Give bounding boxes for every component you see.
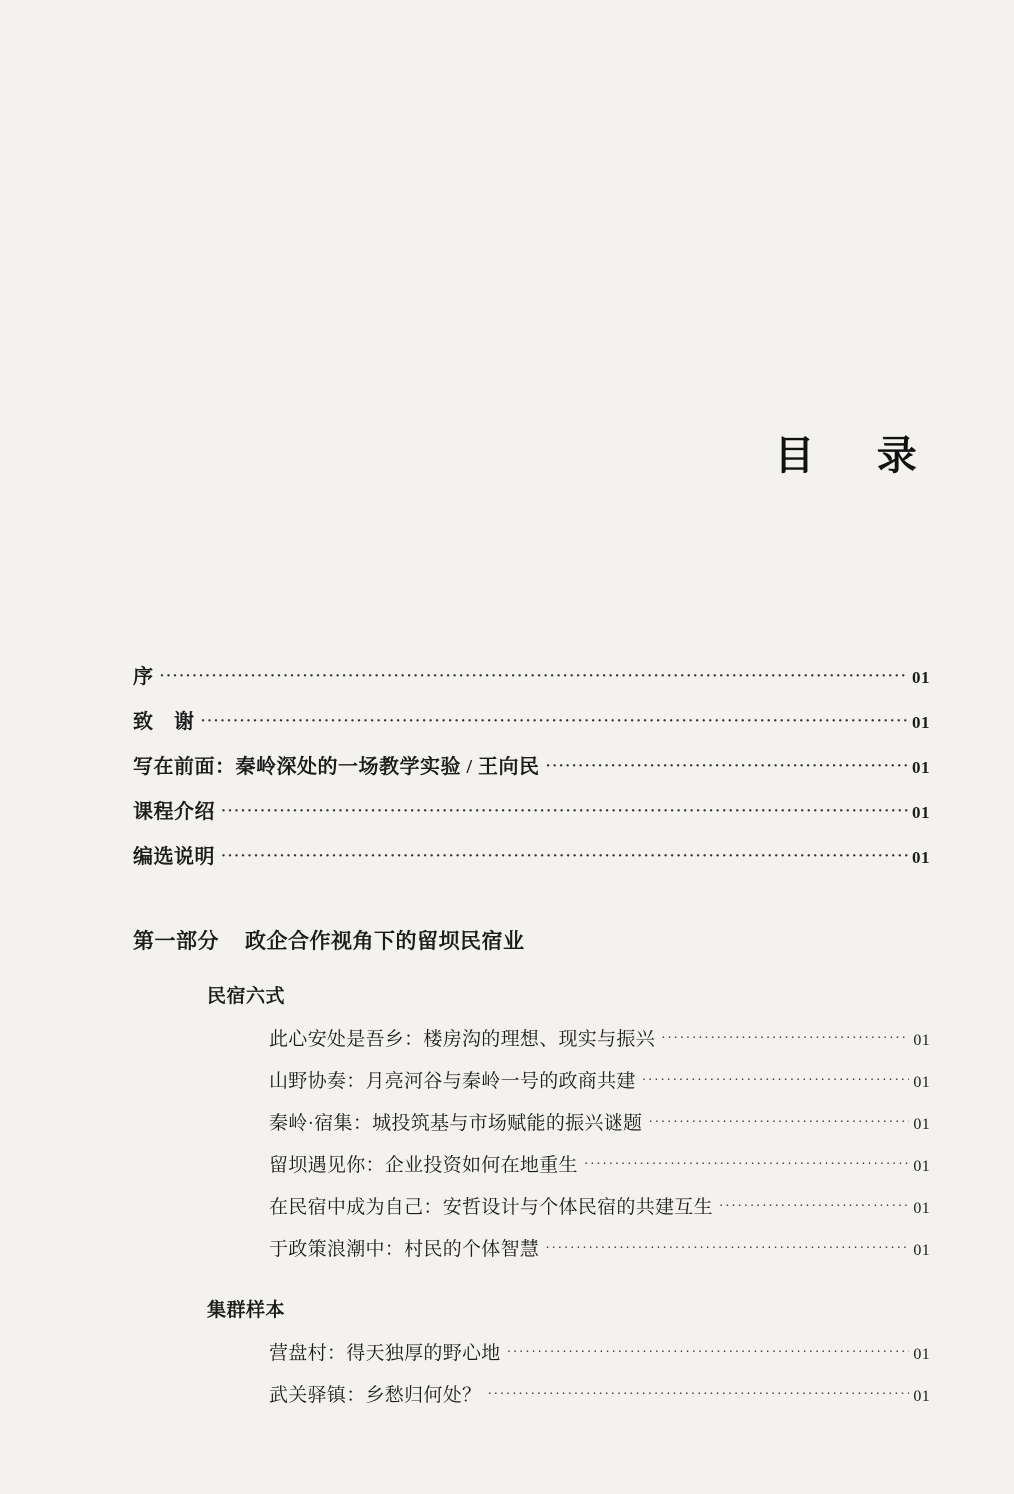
toc-entry-editorial-note[interactable] (133, 840, 930, 869)
toc-entry[interactable] (269, 1234, 930, 1261)
section-heading-jiqun-yangben: 集群样本 (207, 1300, 286, 1321)
toc-entry-page: 01 (912, 668, 930, 687)
toc-entry-course-intro[interactable] (133, 795, 930, 824)
toc-entry[interactable] (269, 1192, 930, 1219)
toc-entry-page: 01 (913, 1346, 930, 1363)
toc-entry-page: 01 (913, 1158, 930, 1175)
leader-dots (487, 1387, 909, 1403)
toc-entry-list (133, 660, 930, 1422)
leader-dots (507, 1345, 910, 1361)
toc-entry[interactable] (269, 1150, 930, 1177)
toc-entry-page: 01 (913, 1032, 930, 1049)
toc-entry-label: 山野协奏：月亮河谷与秦岭一号的政商共建 (269, 1071, 636, 1092)
toc-entry-label: 在民宿中成为自己：安哲设计与个体民宿的共建互生 (269, 1197, 713, 1218)
toc-entry-page: 01 (913, 1388, 930, 1405)
toc-entry-label: 写在前面：秦岭深处的一场教学实验 / 王向民 (133, 756, 540, 778)
leader-dots (661, 1031, 909, 1047)
leader-dots (719, 1199, 909, 1215)
page-title: 目 录 (774, 433, 928, 478)
leader-dots (221, 803, 908, 820)
leader-dots (546, 758, 908, 775)
toc-entry-page: 01 (912, 758, 930, 777)
toc-entry-label: 序 (133, 666, 154, 688)
toc-entry-page: 01 (913, 1242, 930, 1259)
leader-dots (201, 713, 909, 730)
leader-dots (648, 1115, 909, 1131)
toc-entry[interactable] (269, 1066, 930, 1093)
leader-dots (642, 1073, 910, 1089)
front-matter-group (133, 660, 930, 869)
toc-entry-label: 致 谢 (133, 711, 195, 733)
toc-entry-acknowledgements[interactable] (133, 705, 930, 734)
toc-entry-label: 编选说明 (133, 846, 215, 868)
toc-entry-label: 秦岭·宿集：城投筑基与市场赋能的振兴谜题 (269, 1113, 643, 1134)
toc-entry-page: 01 (913, 1200, 930, 1217)
toc-entry[interactable] (269, 1024, 930, 1051)
toc-entry-foreword[interactable] (133, 750, 930, 779)
toc-entry-page: 01 (913, 1074, 930, 1091)
section-entries-jiqun-yangben (269, 1338, 930, 1407)
toc-entry[interactable] (269, 1338, 930, 1365)
toc-entry-label: 课程介绍 (133, 801, 215, 823)
toc-entry-page: 01 (912, 713, 930, 732)
leader-dots (160, 668, 909, 685)
toc-entry-page: 01 (912, 803, 930, 822)
toc-entry-label: 此心安处是吾乡：楼房沟的理想、现实与振兴 (269, 1029, 656, 1050)
toc-entry-page: 01 (913, 1116, 930, 1133)
toc-entry-label: 营盘村：得天独厚的野心地 (269, 1343, 501, 1364)
part-title: 政企合作视角下的留坝民宿业 (245, 929, 525, 953)
section-heading-minsu-liushi: 民宿六式 (207, 986, 286, 1007)
leader-dots (221, 848, 908, 865)
part-heading (133, 925, 930, 955)
part-number: 第一部分 (133, 929, 219, 953)
toc-entry-preface[interactable] (133, 660, 930, 689)
section-entries-minsu-liushi (269, 1024, 930, 1261)
leader-dots (584, 1157, 910, 1173)
leader-dots (545, 1241, 909, 1257)
toc-entry-label: 武关驿镇：乡愁归何处？ (269, 1385, 482, 1406)
toc-entry-page: 01 (912, 848, 930, 867)
toc-entry[interactable] (269, 1108, 930, 1135)
toc-entry-label: 留坝遇见你：企业投资如何在地重生 (269, 1155, 578, 1176)
toc-entry-label: 于政策浪潮中：村民的个体智慧 (269, 1239, 540, 1260)
toc-entry[interactable] (269, 1380, 930, 1407)
